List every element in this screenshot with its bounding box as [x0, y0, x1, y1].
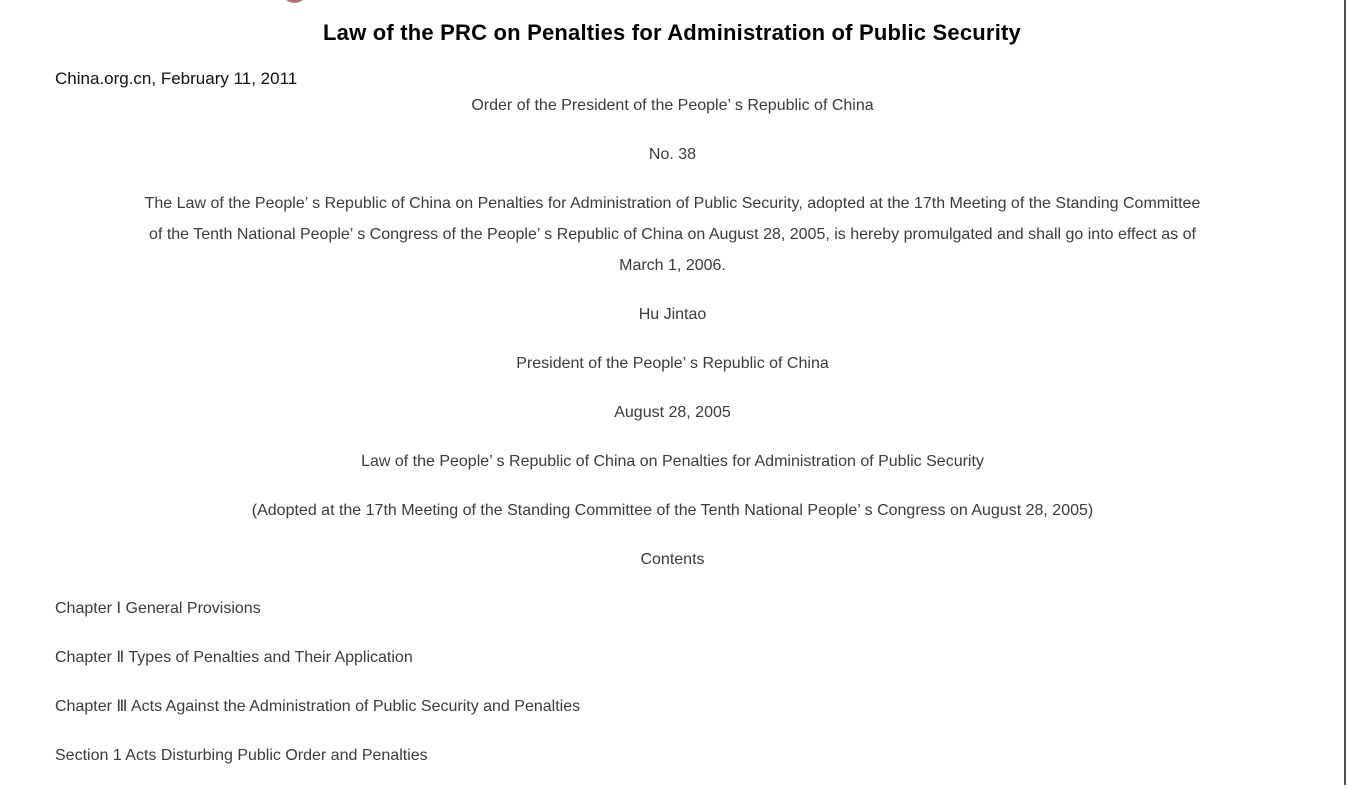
order-heading: Order of the President of the People’ s Republic of China	[471, 97, 874, 114]
signatory-title: President of the People’ s Republic of China	[516, 355, 829, 372]
contents-item-chapter-1: Chapter Ⅰ General Provisions	[55, 600, 261, 617]
contents-item-section-1: Section 1 Acts Disturbing Public Order and Penalties	[55, 747, 428, 764]
signature-date: August 28, 2005	[614, 404, 731, 421]
law-full-title: Law of the People’ s Republic of China on Penalties for Administration of Public Security	[361, 453, 984, 470]
contents-heading: Contents	[640, 551, 705, 568]
adoption-note: (Adopted at the 17th Meeting of the Standing Committee of the Tenth National People’ s Congress on August 28, 2005)	[251, 502, 1094, 519]
site-logo-partial-icon	[281, 0, 308, 3]
article-body	[55, 90, 1290, 789]
page-title: Law of the PRC on Penalties for Administration of Public Security	[323, 20, 1021, 45]
contents-item-chapter-3: Chapter Ⅲ Acts Against the Administration of Public Security and Penalties	[55, 698, 581, 715]
promulgation-paragraph	[55, 188, 1290, 281]
source-byline: China.org.cn, February 11, 2011	[55, 69, 298, 88]
window-right-border	[1344, 0, 1346, 785]
order-number: No. 38	[648, 146, 697, 163]
contents-item-chapter-2: Chapter Ⅱ Types of Penalties and Their Application	[55, 649, 413, 666]
promulgation-line: The Law of the People’ s Republic of China on Penalties for Administration of Public Security, adopted at the 17th Meeting of the Standing Committee	[144, 195, 1201, 212]
signatory-name: Hu Jintao	[638, 306, 707, 323]
promulgation-line: March 1, 2006.	[619, 257, 726, 274]
promulgation-line: of the Tenth National People’ s Congress of the People’ s Republic of China on August 28, 2005, is hereby promulgated and shall go into effect as of	[149, 226, 1196, 243]
